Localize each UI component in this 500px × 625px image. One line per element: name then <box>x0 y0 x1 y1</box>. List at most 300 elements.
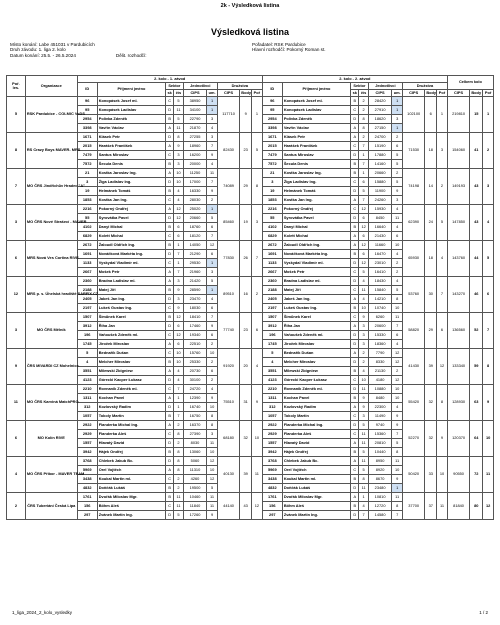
table-row <box>7 133 494 142</box>
sector-number: 8 <box>359 124 368 133</box>
team-round2-points: 37 <box>425 493 437 520</box>
individual-cips: 13060 <box>183 448 207 457</box>
team-round1-rank: 1 <box>252 97 263 133</box>
member-id: 2015 <box>77 142 97 151</box>
sector-letter: D <box>351 187 359 196</box>
sector-letter: A <box>351 133 359 142</box>
sector-number: 6 <box>174 223 183 232</box>
team-round2-points: 14 <box>425 169 437 205</box>
team-round2-points: 32 <box>425 421 437 457</box>
individual-place: 9 <box>207 511 218 520</box>
sector-letter: C <box>166 259 174 268</box>
sector-letter: A <box>166 169 174 178</box>
sector-letter: D <box>166 106 174 115</box>
footer-filename: 1_liga_2024_2_kolo_vysledky <box>12 610 73 615</box>
sector-number: 3 <box>174 151 183 160</box>
team-round2-cips: 50420 <box>402 457 424 493</box>
member-id: 2954 <box>77 115 97 124</box>
sector-number: 7 <box>359 196 368 205</box>
sector-number: 11 <box>359 484 368 493</box>
team-name: MO ČRS Příbor - MAVER TEAM <box>25 457 77 493</box>
individual-place: 6 <box>207 331 218 340</box>
member-id: 6829 <box>77 232 97 241</box>
individual-cips: 10460 <box>183 493 207 502</box>
team-total-points: 80 <box>470 493 483 520</box>
member-name: Kolett Michal <box>282 232 350 241</box>
team-round2-cips: 52270 <box>402 421 424 457</box>
sector-letter: D <box>351 421 359 430</box>
sector-number: 5 <box>359 421 368 430</box>
individual-place: 10 <box>207 349 218 358</box>
sector-letter: C <box>166 97 174 106</box>
meta-type: Druh závodu: 1. liga 2. kolo <box>10 47 66 53</box>
team-round1-points: 39 <box>240 457 252 493</box>
team-total-cips: 81840 <box>447 493 469 520</box>
sector-letter: B <box>351 97 359 106</box>
team-round2-rank: 5 <box>437 205 448 241</box>
member-name: Žiga Ladislav Ing. <box>97 178 165 187</box>
sector-letter: A <box>351 124 359 133</box>
table-row <box>7 277 494 286</box>
sector-letter: C <box>166 304 174 313</box>
team-round2-rank: 8 <box>437 385 448 421</box>
sector-letter: D <box>166 376 174 385</box>
member-name: Šecula Denis <box>97 160 165 169</box>
sector-letter: C <box>166 196 174 205</box>
member-id: 1671 <box>77 133 97 142</box>
individual-place: 5 <box>392 151 403 160</box>
sector-letter: D <box>351 358 359 367</box>
sector-letter: A <box>166 268 174 277</box>
team-round2-rank: 1 <box>437 97 448 133</box>
individual-cips: 16370 <box>183 421 207 430</box>
individual-place: 10 <box>207 466 218 475</box>
member-id: 297 <box>262 511 282 520</box>
sector-number: 2 <box>359 97 368 106</box>
sector-number: 10 <box>174 169 183 178</box>
sector-letter: B <box>351 394 359 403</box>
member-id: 3 <box>262 178 282 187</box>
individual-place: 5 <box>392 286 403 295</box>
sector-letter: C <box>166 385 174 394</box>
individual-cips: 14580 <box>368 511 392 520</box>
col-id: ID <box>262 83 282 97</box>
sector-letter: C <box>351 205 359 214</box>
meta-left <box>10 42 147 58</box>
sector-number: 2 <box>359 133 368 142</box>
sector-number: 7 <box>359 142 368 151</box>
sector-letter: D <box>351 115 359 124</box>
sector-letter: D <box>351 484 359 493</box>
team-round1-cips: 91920 <box>217 349 239 385</box>
team-total-cips: 154060 <box>447 133 469 169</box>
team-total-cips: 143760 <box>447 241 469 277</box>
member-id: 96 <box>77 97 97 106</box>
member-name: Jakeš Jan Ing. <box>97 295 165 304</box>
team-total-rank: 11 <box>483 457 494 493</box>
member-id: 2360 <box>262 277 282 286</box>
team-round2-cips: 65930 <box>402 241 424 277</box>
individual-place: 4 <box>392 223 403 232</box>
individual-cips: 18360 <box>368 340 392 349</box>
member-name: Vaňoušek Zdeněk ml. <box>282 331 350 340</box>
team-total-rank: 7 <box>483 313 494 349</box>
sector-number: 5 <box>359 466 368 475</box>
team-round2-points: 24 <box>425 205 437 241</box>
results-table <box>6 75 494 520</box>
individual-place: 9 <box>392 475 403 484</box>
member-id: 1057 <box>77 412 97 421</box>
member-name: Kozlovský Radim <box>97 403 165 412</box>
sector-letter: A <box>166 367 174 376</box>
individual-cips: 19500 <box>183 484 207 493</box>
team-round1-rank: 11 <box>252 457 263 493</box>
member-name: Žaloudl Oldřich Ing. <box>97 241 165 250</box>
individual-place: 4 <box>207 124 218 133</box>
member-name: Nováčková Markéta Ing. <box>282 250 350 259</box>
sector-number: 7 <box>359 511 368 520</box>
member-id: 2929 <box>77 430 97 439</box>
individual-cips: 27390 <box>183 430 207 439</box>
individual-cips: 4260 <box>183 475 207 484</box>
member-id: 2197 <box>262 304 282 313</box>
member-name: Orel Vojtěch <box>97 466 165 475</box>
team-position: 9 <box>7 349 26 385</box>
sector-number: 8 <box>174 457 183 466</box>
col-sk: sk <box>352 89 357 95</box>
team-round1-cips: 89510 <box>217 277 239 313</box>
team-total-cips: 219810 <box>447 97 469 133</box>
team-total-rank: 3 <box>483 169 494 205</box>
individual-place: 12 <box>207 475 218 484</box>
sector-number: 2 <box>174 475 183 484</box>
team-name: MRS p. s. Úhelská hradiště SARFIX.CZ <box>25 277 77 313</box>
col-cips: CIPS <box>402 90 424 97</box>
individual-cips: 10740 <box>368 304 392 313</box>
col-teams: Družstva <box>217 83 262 90</box>
individual-cips: 17460 <box>183 322 207 331</box>
member-id: 5 <box>77 349 97 358</box>
member-name: Górecki Kacper Łukasz <box>282 376 350 385</box>
sector-letter: B <box>166 241 174 250</box>
individual-place: 10 <box>392 466 403 475</box>
member-id: 3768 <box>262 457 282 466</box>
meta-judge-split: Dělit. rozhodčí: <box>115 52 147 58</box>
member-id: 2216 <box>77 205 97 214</box>
individual-cips: 15880 <box>368 178 392 187</box>
sector-number: 11 <box>174 106 183 115</box>
sector-number: 11 <box>359 286 368 295</box>
member-name: Flanderka Michal Ing. <box>282 421 350 430</box>
individual-place: 1 <box>392 97 403 106</box>
team-round2-rank: 3 <box>437 133 448 169</box>
member-id: 3551 <box>77 367 97 376</box>
sector-number: 11 <box>174 502 183 511</box>
individual-cips: 14160 <box>368 160 392 169</box>
individual-cips: 18430 <box>368 277 392 286</box>
sector-letter: D <box>166 295 174 304</box>
sector-letter: C <box>351 376 359 385</box>
team-name: MRS Nová Ves Cortina RIVE <box>25 241 77 277</box>
individual-cips: 11310 <box>183 466 207 475</box>
individual-cips: 20600 <box>368 322 392 331</box>
member-name: Polívka Zdeněk <box>282 115 350 124</box>
team-total-rank: 5 <box>483 241 494 277</box>
team-round1-points: 29 <box>240 169 252 205</box>
member-name: Bradna Ladislav ml. <box>282 277 350 286</box>
sector-letter: B <box>351 304 359 313</box>
sector-letter: B <box>166 493 174 502</box>
individual-place: 11 <box>392 313 403 322</box>
sector-letter: A <box>166 340 174 349</box>
member-id: 2405 <box>77 295 97 304</box>
individual-place: 7 <box>207 232 218 241</box>
individual-cips: 24260 <box>368 196 392 205</box>
individual-cips: 4180 <box>368 376 392 385</box>
member-id: 312 <box>77 403 97 412</box>
individual-place: 12 <box>392 376 403 385</box>
team-round1-points: 23 <box>240 133 252 169</box>
document-title: Výsledková listina <box>210 27 290 37</box>
sector-number: 4 <box>174 367 183 376</box>
sector-number: 2 <box>359 358 368 367</box>
member-name: Konopásek Ladislav <box>282 106 350 115</box>
member-id: 21 <box>77 169 97 178</box>
sector-letter: C <box>166 502 174 511</box>
member-name: Hájek Ondřej <box>97 448 165 457</box>
col-cips: CIPS <box>217 90 239 97</box>
individual-cips: 14050 <box>183 241 207 250</box>
sector-letter: A <box>166 142 174 151</box>
sector-letter: C <box>351 142 359 151</box>
team-round2-points: 6 <box>425 97 437 133</box>
individual-place: 9 <box>207 151 218 160</box>
sector-number: 12 <box>359 259 368 268</box>
sector-letter: A <box>351 493 359 502</box>
individual-place: 3 <box>207 115 218 124</box>
member-name: Rovnanik Zdeněk ml. <box>282 385 350 394</box>
member-id: 1761 <box>262 493 282 502</box>
team-round2-cips: 41430 <box>402 349 424 385</box>
individual-place: 4 <box>392 205 403 214</box>
sector-number: 6 <box>359 232 368 241</box>
sector-number: 12 <box>174 214 183 223</box>
sector-number: 1 <box>174 394 183 403</box>
team-total-points: 46 <box>470 277 483 313</box>
member-name: Kochan Pavel <box>282 394 350 403</box>
table-row <box>7 385 494 394</box>
individual-place: 6 <box>207 250 218 259</box>
team-round1-points: 9 <box>240 97 252 133</box>
sector-letter: D <box>351 151 359 160</box>
individual-place: 8 <box>207 412 218 421</box>
member-name: Zvánek Martin Ing. <box>97 511 165 520</box>
sector-number: 11 <box>174 124 183 133</box>
sector-number: 7 <box>174 268 183 277</box>
sector-number: 3 <box>359 412 368 421</box>
member-name: Tokoly Martin <box>97 412 165 421</box>
sector-number: 3 <box>174 160 183 169</box>
sector-letter: A <box>166 394 174 403</box>
sector-number: 12 <box>359 223 368 232</box>
col-teams: Družstva <box>402 83 447 90</box>
sector-letter: B <box>166 286 174 295</box>
member-id: 2954 <box>262 115 282 124</box>
team-total-cips: 128930 <box>447 385 469 421</box>
sector-number: 6 <box>359 178 368 187</box>
team-name: MO ČRS Karviná MatchPRO <box>25 385 77 421</box>
member-name: Klásek Petr <box>97 133 165 142</box>
team-round2-rank: 11 <box>437 493 448 520</box>
individual-cips: 28590 <box>183 286 207 295</box>
member-name: Koukal Martin ml. <box>282 475 350 484</box>
sector-number: 4 <box>359 295 368 304</box>
sector-number: 12 <box>174 313 183 322</box>
col-organization: Organizace <box>25 76 77 97</box>
individual-cips: 11250 <box>183 169 207 178</box>
individual-place: 6 <box>392 232 403 241</box>
sector-number: 5 <box>359 187 368 196</box>
sector-number: 4 <box>359 277 368 286</box>
team-round2-cips: 37700 <box>402 493 424 520</box>
individual-cips: 8330 <box>368 358 392 367</box>
col-um: um. <box>393 89 401 95</box>
member-name: Kostka Jan Ing. <box>282 196 350 205</box>
individual-cips: 27150 <box>368 124 392 133</box>
individual-cips: 27255 <box>183 133 207 142</box>
member-name: Kostka Jan Ing. <box>97 196 165 205</box>
col-sk: sk <box>167 89 172 95</box>
individual-cips: 8480 <box>368 394 392 403</box>
team-round2-cips: 53760 <box>402 277 424 313</box>
team-round1-rank: 5 <box>252 133 263 169</box>
sector-number: 1 <box>359 169 368 178</box>
member-id: 7572 <box>262 160 282 169</box>
team-round2-cips: 55420 <box>402 385 424 421</box>
individual-cips: 24720 <box>183 385 207 394</box>
individual-cips: 16750 <box>183 412 207 421</box>
team-position: 5 <box>7 97 26 133</box>
member-name: Polívka Zdeněk <box>97 115 165 124</box>
sector-number: 5 <box>174 511 183 520</box>
member-id: 3768 <box>77 457 97 466</box>
sector-letter: B <box>166 187 174 196</box>
individual-place: 5 <box>392 178 403 187</box>
member-id: 196 <box>77 331 97 340</box>
member-id: 2210 <box>77 385 97 394</box>
member-id: 2197 <box>77 304 97 313</box>
team-total-cips: 147850 <box>447 205 469 241</box>
member-name: Harášek František <box>97 142 165 151</box>
individual-place: 5 <box>207 277 218 286</box>
team-round2-rank: 10 <box>437 457 448 493</box>
sector-letter: B <box>166 484 174 493</box>
sector-letter: C <box>351 466 359 475</box>
individual-place: 1 <box>207 106 218 115</box>
member-id: 2188 <box>262 286 282 295</box>
individual-cips: 23480 <box>368 484 392 493</box>
member-name: Konopásek Ladislav <box>97 106 165 115</box>
member-id: 5 <box>262 349 282 358</box>
sector-number: 6 <box>359 250 368 259</box>
table-header <box>7 76 494 97</box>
team-round2-points: 32 <box>425 385 437 421</box>
individual-place: 9 <box>207 187 218 196</box>
member-name: Böhm Aleš <box>282 502 350 511</box>
member-name: Jiroček Miroslav <box>282 340 350 349</box>
sector-number: 12 <box>174 331 183 340</box>
individual-cips: 17260 <box>183 511 207 520</box>
sector-number: 6 <box>174 322 183 331</box>
member-id: 1761 <box>77 493 97 502</box>
team-round1-rank: 4 <box>252 349 263 385</box>
individual-place: 10 <box>392 304 403 313</box>
member-id: 1691 <box>77 250 97 259</box>
member-name: Melcher Miroslav <box>282 358 350 367</box>
member-id: 4 <box>77 358 97 367</box>
member-id: 1311 <box>77 394 97 403</box>
team-round2-points: 39 <box>425 349 437 385</box>
team-round1-points: 31 <box>240 385 252 421</box>
sector-number: 1 <box>174 259 183 268</box>
member-name: Vyskydal Vladimír ml. <box>282 259 350 268</box>
individual-cips: 27910 <box>368 106 392 115</box>
team-position: 2 <box>7 493 26 520</box>
member-id: 95 <box>262 106 282 115</box>
sector-letter: C <box>166 430 174 439</box>
sector-letter: C <box>351 268 359 277</box>
member-id: 1057 <box>262 412 282 421</box>
individual-place: 12 <box>392 349 403 358</box>
individual-cips: 18620 <box>368 115 392 124</box>
individual-cips: 10810 <box>368 493 392 502</box>
member-id: 196 <box>262 331 282 340</box>
team-round1-points: 16 <box>240 277 252 313</box>
team-round2-cips: 62390 <box>402 205 424 241</box>
member-id: 3912 <box>262 322 282 331</box>
member-name: Kostka Jaroslav Ing. <box>97 169 165 178</box>
col-name: Příjmení jméno <box>97 83 165 97</box>
individual-cips: 22300 <box>368 403 392 412</box>
team-total-rank: 4 <box>483 205 494 241</box>
sector-letter: D <box>351 511 359 520</box>
sector-number: 4 <box>174 196 183 205</box>
team-round2-points: 18 <box>425 133 437 169</box>
member-id: 5969 <box>262 466 282 475</box>
member-id: 4123 <box>77 376 97 385</box>
member-name: Říha Jan <box>97 322 165 331</box>
sector-letter: D <box>166 403 174 412</box>
sector-number: 9 <box>174 286 183 295</box>
sector-number: 7 <box>174 412 183 421</box>
team-total-rank: 6 <box>483 277 494 313</box>
individual-cips: 20000 <box>183 160 207 169</box>
member-id: 2216 <box>262 205 282 214</box>
member-id: 1745 <box>77 340 97 349</box>
sector-number: 5 <box>174 115 183 124</box>
individual-cips: 10880 <box>368 385 392 394</box>
individual-cips: 14210 <box>368 295 392 304</box>
sector-number: 3 <box>359 340 368 349</box>
individual-place: 10 <box>392 385 403 394</box>
team-round1-points: 43 <box>240 493 252 520</box>
meta-date: Datum konání: 25.5. - 26.5.2024 Dělit. rozhodčí: <box>10 52 147 58</box>
member-id: 1691 <box>262 250 282 259</box>
team-name: RS Crazy Boys MAVER- MRS <box>25 133 77 169</box>
individual-place: 6 <box>392 142 403 151</box>
individual-cips: 15930 <box>368 205 392 214</box>
member-name: Jiroček Miroslav <box>97 340 165 349</box>
